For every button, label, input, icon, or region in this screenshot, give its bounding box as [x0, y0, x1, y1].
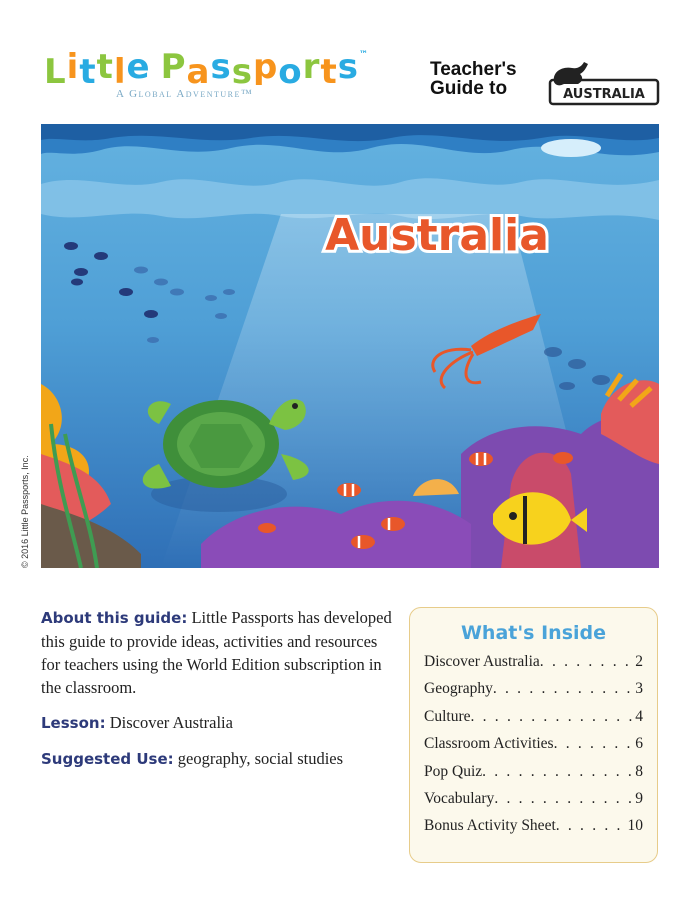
toc-item: [424, 812, 643, 839]
about-text: Little Passports has developed this guide to provide ideas, activities and resources for teachers using the World Edition subscription in the classroom.: [41, 608, 392, 697]
toc-leader-dots: [482, 758, 633, 785]
toc-item-page: 2: [635, 653, 643, 670]
suggested-use-text: geography, social studies: [173, 749, 344, 768]
toc-item-page: 10: [627, 817, 643, 835]
suggested-use-paragraph: [41, 747, 397, 771]
brand-letter: t: [320, 52, 338, 92]
brand-letter: s: [210, 47, 232, 87]
guide-line-1: Teacher's: [430, 59, 517, 80]
toc-item-label: Vocabulary: [424, 790, 495, 808]
toc-leader-dots: [471, 703, 634, 730]
australia-badge: [544, 60, 662, 108]
about-section: [41, 606, 397, 783]
table-of-contents: [410, 648, 657, 840]
toc-item-label: Discover Australia: [424, 653, 540, 670]
toc-item-label: Culture: [424, 707, 471, 725]
suggested-use-label: Suggested Use:: [41, 750, 174, 768]
brand-tagline: A Global Adventure™: [116, 88, 254, 100]
whats-inside-title: What's Inside: [460, 622, 607, 644]
toc-item: [424, 758, 643, 785]
about-label: About this guide:: [41, 609, 188, 627]
toc-item-label: Geography: [424, 680, 493, 698]
toc-leader-dots: [556, 812, 626, 839]
copyright-notice: © 2016 Little Passports, Inc.: [20, 455, 30, 568]
toc-item: [424, 785, 643, 812]
brand-letter: L: [44, 52, 67, 92]
toc-leader-dots: [554, 730, 634, 757]
toc-item: [424, 648, 643, 675]
brand-letter: t: [96, 47, 114, 87]
about-paragraph: [41, 606, 397, 699]
brand-wordmark: [44, 47, 369, 92]
brand-letter: i: [66, 47, 80, 87]
country-badge-text: AUSTRALIA: [563, 87, 645, 102]
brand-letter: s: [231, 52, 253, 92]
brand-letter: s: [337, 47, 359, 87]
lesson-text: Discover Australia: [105, 713, 233, 732]
guide-heading: [430, 60, 517, 98]
guide-line-2: Guide to: [430, 78, 508, 99]
toc-leader-dots: [494, 785, 633, 812]
toc-item-page: 4: [635, 707, 643, 725]
little-passports-logo: [44, 47, 369, 106]
hero-title: Australia: [325, 210, 549, 261]
toc-item: [424, 730, 643, 757]
toc-item: [424, 675, 643, 702]
toc-item-label: Pop Quiz: [424, 762, 483, 780]
hero-illustration: [41, 124, 659, 568]
trademark-mark: ™: [358, 50, 369, 60]
brand-letter: a: [186, 52, 211, 92]
lesson-paragraph: [41, 711, 397, 735]
brand-letter: r: [302, 47, 321, 87]
toc-leader-dots: [493, 675, 633, 702]
brand-letter: l: [113, 52, 127, 92]
toc-item-page: 8: [635, 762, 643, 780]
brand-letter: e: [126, 47, 151, 87]
toc-item-page: 6: [635, 735, 643, 753]
lesson-label: Lesson:: [41, 714, 106, 732]
brand-letter: o: [278, 52, 303, 92]
toc-item-page: 9: [635, 790, 643, 808]
toc-leader-dots: [540, 648, 633, 675]
brand-letter: p: [252, 47, 279, 87]
brand-letter: P: [160, 47, 187, 87]
toc-item-label: Classroom Activities: [424, 735, 554, 753]
brand-letter: t: [79, 52, 97, 92]
toc-item-page: 3: [635, 680, 643, 698]
whats-inside-box: [409, 607, 658, 863]
toc-item: [424, 703, 643, 730]
toc-item-label: Bonus Activity Sheet: [424, 817, 556, 835]
